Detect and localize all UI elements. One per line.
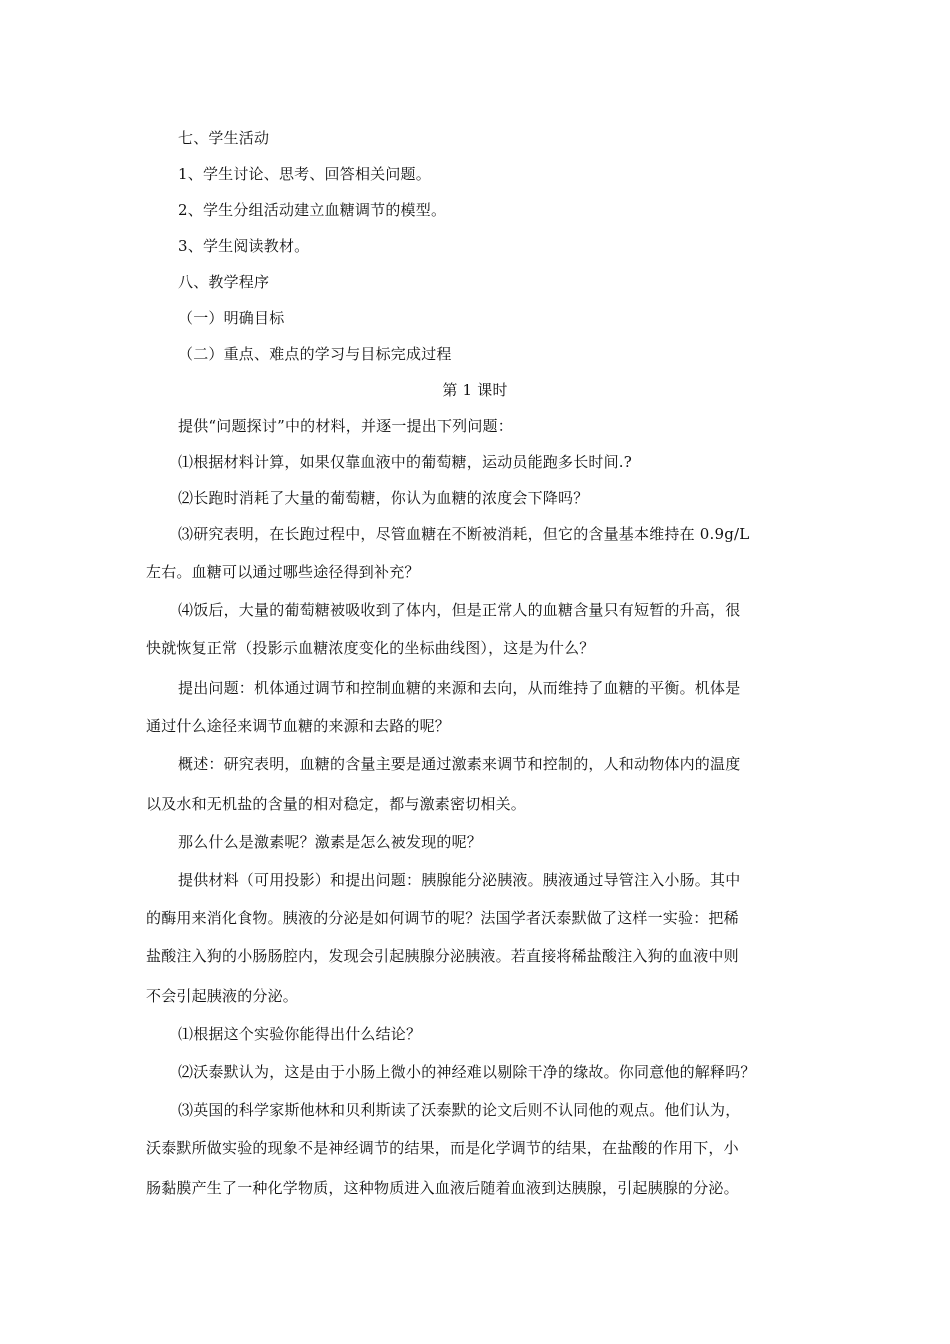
subheading: （一）明确目标 [178, 309, 285, 327]
question-line: ⑶研究表明，在长跑过程中，尽管血糖在不断被消耗，但它的含量基本维持在 0.9g/L [178, 525, 750, 543]
subheading: （二）重点、难点的学习与目标完成过程 [178, 345, 452, 363]
paragraph-line: 概述：研究表明，血糖的含量主要是通过激素来调节和控制的，人和动物体内的温度 [178, 755, 741, 773]
question-line: ⑵沃泰默认为，这是由于小肠上微小的神经难以剔除干净的缘故。你同意他的解释吗？ [178, 1063, 756, 1081]
paragraph-line: 快就恢复正常（投影示血糖浓度变化的坐标曲线图），这是为什么？ [146, 639, 595, 657]
list-item: 2、学生分组活动建立血糖调节的模型。 [178, 201, 447, 219]
paragraph-line: 那么什么是激素呢？激素是怎么被发现的呢？ [178, 833, 483, 851]
question-line: ⑷饭后，大量的葡萄糖被吸收到了体内，但是正常人的血糖含量只有短暂的升高，很 [178, 601, 741, 619]
heading-teaching-procedure: 八、教学程序 [178, 273, 270, 291]
list-item: 3、学生阅读教材。 [178, 237, 310, 255]
paragraph-line: 不会引起胰液的分泌。 [146, 987, 299, 1005]
lesson-title: 第 1 课时 [442, 381, 508, 399]
paragraph-line: 以及水和无机盐的含量的相对稳定，都与激素密切相关。 [146, 795, 527, 813]
question-line: ⑶英国的科学家斯他林和贝利斯读了沃泰默的论文后则不认同他的观点。他们认为， [178, 1101, 741, 1119]
question-line: ⑴根据材料计算，如果仅靠血液中的葡萄糖，运动员能跑多长时间.? [178, 453, 633, 471]
question-line: ⑵长跑时消耗了大量的葡萄糖，你认为血糖的浓度会下降吗？ [178, 489, 589, 507]
paragraph-line: 提供“问题探讨”中的材料，并逐一提出下列问题： [178, 417, 513, 435]
paragraph-line: 提供材料（可用投影）和提出问题：胰腺能分泌胰液。胰液通过导管注入小肠。其中 [178, 871, 741, 889]
paragraph-line: 提出问题：机体通过调节和控制血糖的来源和去向，从而维持了血糖的平衡。机体是 [178, 679, 741, 697]
paragraph-line: 的酶用来消化食物。胰液的分泌是如何调节的呢？法国学者沃泰默做了这样一实验：把稀 [146, 909, 739, 927]
question-line: ⑴根据这个实验你能得出什么结论？ [178, 1025, 422, 1043]
paragraph-line: 通过什么途径来调节血糖的来源和去路的呢？ [146, 717, 451, 735]
paragraph-line: 肠黏膜产生了一种化学物质，这种物质进入血液后随着血液到达胰腺，引起胰腺的分泌。 [146, 1179, 739, 1197]
paragraph-line: 沃泰默所做实验的现象不是神经调节的结果，而是化学调节的结果，在盐酸的作用下，小 [146, 1139, 739, 1157]
heading-student-activities: 七、学生活动 [178, 129, 270, 147]
list-item: 1、学生讨论、思考、回答相关问题。 [178, 165, 431, 183]
paragraph-line: 盐酸注入狗的小肠肠腔内，发现会引起胰腺分泌胰液。若直接将稀盐酸注入狗的血液中则 [146, 947, 739, 965]
paragraph-line: 左右。血糖可以通过哪些途径得到补充？ [146, 563, 420, 581]
